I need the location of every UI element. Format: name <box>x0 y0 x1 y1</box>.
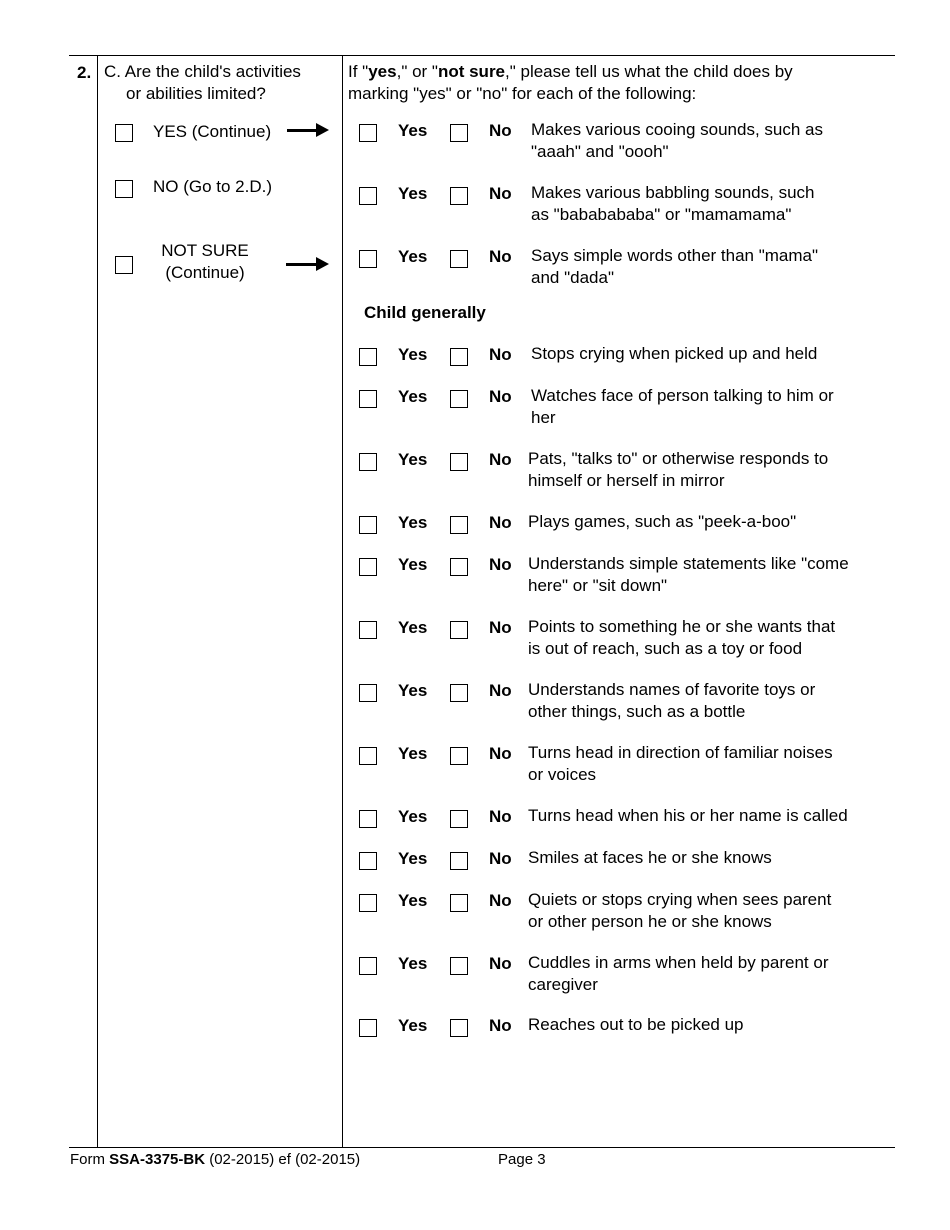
footer-form-code: SSA-3375-BK <box>109 1151 206 1168</box>
yes-checkbox[interactable] <box>359 348 377 366</box>
item-text-line1: Quiets or stops crying when sees parent <box>528 890 832 909</box>
no-checkbox[interactable] <box>450 957 468 975</box>
yes-label: Yes <box>398 618 428 637</box>
option-notsure-arrow-icon <box>286 263 317 266</box>
yes-label: Yes <box>398 891 428 910</box>
table-top-border <box>69 55 895 56</box>
footer-form-prefix: Form <box>70 1151 110 1168</box>
no-checkbox[interactable] <box>450 810 468 828</box>
option-no-checkbox[interactable] <box>115 180 133 198</box>
yes-label: Yes <box>398 387 428 406</box>
yes-checkbox[interactable] <box>359 516 377 534</box>
item-text-line1: Turns head in direction of familiar noises <box>528 743 833 762</box>
no-checkbox[interactable] <box>450 124 468 142</box>
no-checkbox[interactable] <box>450 747 468 765</box>
no-label: No <box>489 807 512 826</box>
yes-checkbox[interactable] <box>359 957 377 975</box>
option-no-label: NO (Go to 2.D.) <box>153 177 273 196</box>
no-label: No <box>489 618 512 637</box>
yes-label: Yes <box>398 681 428 700</box>
item-text-line2: is out of reach, such as a toy or food <box>528 639 803 658</box>
yes-label: Yes <box>398 744 428 763</box>
no-label: No <box>489 681 512 700</box>
option-yes-label: YES (Continue) <box>153 122 272 141</box>
no-checkbox[interactable] <box>450 852 468 870</box>
yes-label: Yes <box>398 450 428 469</box>
yes-label: Yes <box>398 247 428 266</box>
no-checkbox[interactable] <box>450 348 468 366</box>
no-label: No <box>489 247 512 266</box>
no-checkbox[interactable] <box>450 1019 468 1037</box>
yes-checkbox[interactable] <box>359 894 377 912</box>
no-label: No <box>489 849 512 868</box>
no-checkbox[interactable] <box>450 250 468 268</box>
yes-checkbox[interactable] <box>359 453 377 471</box>
no-label: No <box>489 891 512 910</box>
item-text-line1: Plays games, such as "peek-a-boo" <box>528 512 797 531</box>
column-divider-main <box>342 55 343 1147</box>
instructions-text-b: ," or " <box>396 62 438 81</box>
yes-checkbox[interactable] <box>359 684 377 702</box>
item-text-line1: Makes various cooing sounds, such as <box>531 120 823 139</box>
yes-label: Yes <box>398 849 428 868</box>
item-text-line2: here" or "sit down" <box>528 576 668 595</box>
no-label: No <box>489 121 512 140</box>
item-text-line1: Says simple words other than "mama" <box>531 246 819 265</box>
yes-checkbox[interactable] <box>359 390 377 408</box>
item-text-line2: her <box>531 408 556 427</box>
question-number: 2. <box>77 63 92 82</box>
item-text-line1: Turns head when his or her name is called <box>528 806 848 825</box>
yes-checkbox[interactable] <box>359 250 377 268</box>
option-notsure-checkbox[interactable] <box>115 256 133 274</box>
no-label: No <box>489 1016 512 1035</box>
yes-label: Yes <box>398 513 428 532</box>
yes-label: Yes <box>398 345 428 364</box>
item-text-line1: Smiles at faces he or she knows <box>528 848 772 867</box>
instructions-line2: marking "yes" or "no" for each of the following: <box>348 84 697 103</box>
question-label-line1: C. Are the child's activities <box>104 62 301 81</box>
no-checkbox[interactable] <box>450 684 468 702</box>
instructions-yes: yes <box>368 62 397 81</box>
option-yes-checkbox[interactable] <box>115 124 133 142</box>
table-bottom-border <box>69 1147 895 1148</box>
yes-label: Yes <box>398 807 428 826</box>
instructions-text-c: ," please tell us what the child does by <box>505 62 793 81</box>
item-text-line2: "aaah" and "oooh" <box>531 142 669 161</box>
no-label: No <box>489 345 512 364</box>
footer-form-id <box>70 1151 360 1168</box>
instructions-text-a: If " <box>348 62 369 81</box>
no-checkbox[interactable] <box>450 894 468 912</box>
yes-checkbox[interactable] <box>359 852 377 870</box>
no-label: No <box>489 954 512 973</box>
yes-checkbox[interactable] <box>359 747 377 765</box>
item-text-line1: Stops crying when picked up and held <box>531 344 818 363</box>
no-label: No <box>489 450 512 469</box>
no-label: No <box>489 387 512 406</box>
item-text-line1: Understands names of favorite toys or <box>528 680 816 699</box>
yes-label: Yes <box>398 1016 428 1035</box>
item-text-line2: other things, such as a bottle <box>528 702 746 721</box>
item-text-line2: and "dada" <box>531 268 614 287</box>
group-heading: Child generally <box>364 303 486 322</box>
item-text-line2: as "bababababa" or "mamamama" <box>531 205 792 224</box>
item-text-line1: Understands simple statements like "come <box>528 554 849 573</box>
footer-form-suffix: (02-2015) ef (02-2015) <box>205 1151 361 1168</box>
instructions-not-sure: not sure <box>437 62 506 81</box>
footer-page-number: Page 3 <box>498 1151 546 1168</box>
no-checkbox[interactable] <box>450 453 468 471</box>
instructions-line1 <box>348 61 793 83</box>
no-checkbox[interactable] <box>450 516 468 534</box>
column-divider-number <box>97 55 98 1147</box>
yes-label: Yes <box>398 555 428 574</box>
option-notsure-label-line1: NOT SURE <box>161 241 249 260</box>
yes-label: Yes <box>398 121 428 140</box>
item-text-line2: or other person he or she knows <box>528 912 772 931</box>
item-text-line2: himself or herself in mirror <box>528 471 725 490</box>
yes-label: Yes <box>398 184 428 203</box>
yes-checkbox[interactable] <box>359 810 377 828</box>
item-text-line2: caregiver <box>528 975 598 994</box>
no-checkbox[interactable] <box>450 187 468 205</box>
question-label-line2: or abilities limited? <box>126 84 266 103</box>
yes-checkbox[interactable] <box>359 1019 377 1037</box>
no-checkbox[interactable] <box>450 558 468 576</box>
yes-checkbox[interactable] <box>359 621 377 639</box>
no-checkbox[interactable] <box>450 390 468 408</box>
item-text-line1: Points to something he or she wants that <box>528 617 836 636</box>
yes-label: Yes <box>398 954 428 973</box>
yes-checkbox[interactable] <box>359 187 377 205</box>
item-text-line2: or voices <box>528 765 597 784</box>
item-text-line1: Makes various babbling sounds, such <box>531 183 815 202</box>
item-text-line1: Watches face of person talking to him or <box>531 386 834 405</box>
option-yes-arrow-icon <box>287 129 317 132</box>
yes-checkbox[interactable] <box>359 558 377 576</box>
option-notsure-label-line2: (Continue) <box>165 263 245 282</box>
no-label: No <box>489 184 512 203</box>
no-label: No <box>489 513 512 532</box>
no-label: No <box>489 555 512 574</box>
no-label: No <box>489 744 512 763</box>
item-text-line1: Pats, "talks to" or otherwise responds to <box>528 449 829 468</box>
no-checkbox[interactable] <box>450 621 468 639</box>
item-text-line1: Cuddles in arms when held by parent or <box>528 953 829 972</box>
yes-checkbox[interactable] <box>359 124 377 142</box>
item-text-line1: Reaches out to be picked up <box>528 1015 744 1034</box>
